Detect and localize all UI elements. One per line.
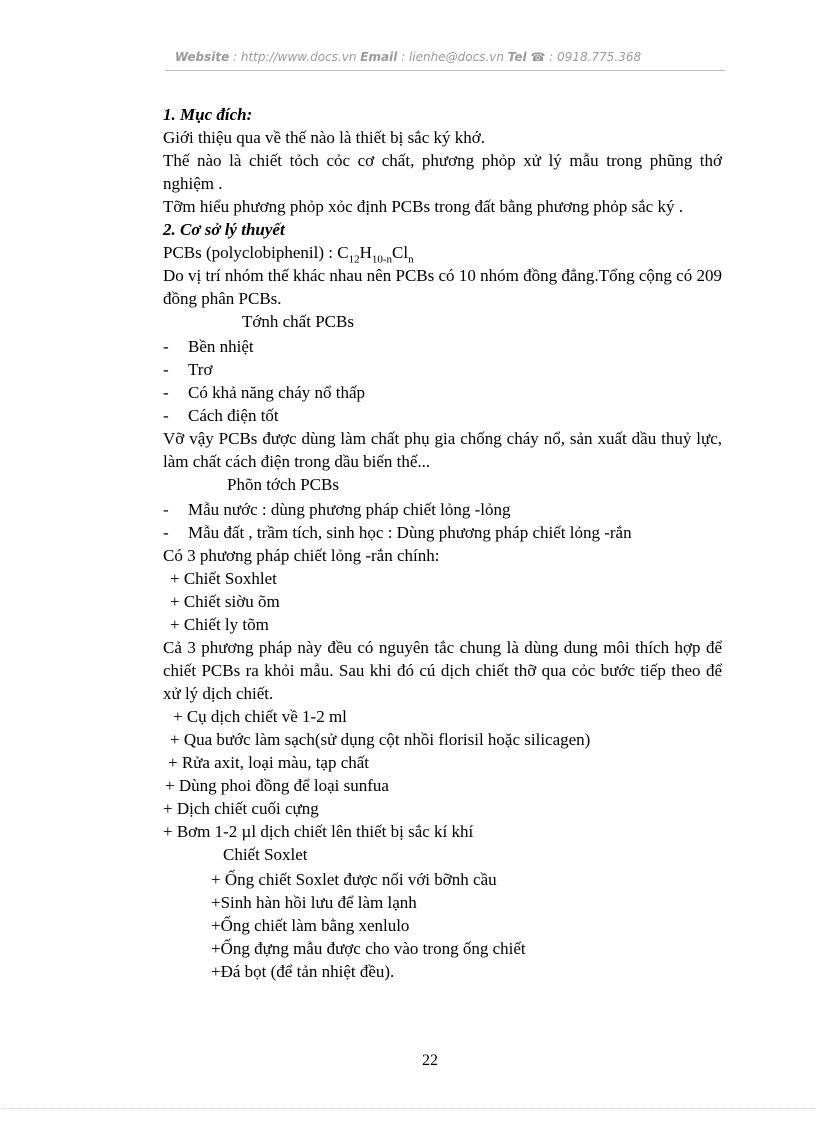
- paragraph: Có 3 phương pháp chiết lỏng -rắn chính:: [163, 546, 440, 565]
- list-item: - Mẫu đất , trầm tích, sinh học : Dùng phương pháp chiết lỏng -rắn: [163, 523, 632, 542]
- list-item-text: Có khả năng cháy nổ thấp: [188, 383, 366, 402]
- formula-carbon: C: [337, 243, 349, 262]
- phone-icon: ☎: [530, 50, 546, 64]
- footer-divider: [0, 1108, 816, 1109]
- list-item: - Cách điện tốt: [163, 406, 279, 425]
- formula-hydrogen: H: [359, 243, 372, 262]
- subheading-soxlet: [163, 843, 722, 868]
- list-item-text: Mẫu nước : dùng phương pháp chiết lỏng -lỏng: [188, 500, 511, 519]
- section-heading-theory: 2. Cơ sở lý thuyết: [163, 220, 285, 239]
- section-heading-purpose: 1. Mục đích:: [163, 105, 253, 124]
- list-item-text: Mẫu đất , trầm tích, sinh học : Dùng phương pháp chiết lỏng -rắn: [188, 523, 632, 542]
- website-label: Website: [174, 50, 230, 64]
- subheading-label: Tớnh chất PCBs: [242, 312, 354, 331]
- phone-number: : 0918.775.368: [545, 50, 642, 64]
- list-item: + Bơm 1-2 µl dịch chiết lên thiết bị sắc kí khí: [163, 822, 474, 841]
- paragraph: Cả 3 phương pháp này đều có nguyên tắc chung là dùng dung môi thích hợp để chiết PCBs ra khỏi mẫu. Sau khi đó cú dịch chiết thỡ qua cỏc bước tiếp theo để xử lý dịch chiết.: [163, 638, 722, 703]
- list-item: + Cụ dịch chiết về 1-2 ml: [173, 707, 347, 726]
- subheading-label: Chiết Soxlet: [223, 845, 308, 864]
- list-item-text: Trơ: [188, 360, 213, 379]
- header-divider: [165, 70, 725, 71]
- subheading-analysis: [163, 473, 722, 498]
- document-body: [163, 103, 722, 983]
- list-item: + Dùng phoi đồng để loại sunfua: [165, 776, 389, 795]
- list-item: + Chiết siờu õm: [170, 592, 280, 611]
- paragraph: Tỡm hiểu phương phỏp xỏc định PCBs trong đất bằng phương phỏp sắc ký .: [163, 197, 683, 216]
- formula-carbon-sub: 12: [348, 253, 360, 266]
- list-item: - Trơ: [163, 360, 213, 379]
- list-item: + Dịch chiết cuối cựng: [163, 799, 319, 818]
- list-item: +Ống chiết làm bằng xenlulo: [211, 916, 410, 935]
- email-address: : lienhe@docs.vn: [397, 50, 508, 64]
- page-header: [0, 50, 816, 64]
- list-item: + Qua bước làm sạch(sử dụng cột nhồi florisil hoặc silicagen): [170, 730, 591, 749]
- formula-chlorine: Cl: [392, 243, 409, 262]
- formula-label: PCBs (polyclobiphenil) :: [163, 243, 338, 262]
- website-url: : http://www.docs.vn: [229, 50, 361, 64]
- list-item: + Chiết Soxhlet: [170, 569, 277, 588]
- paragraph: Giới thiệu qua về thế nào là thiết bị sắc ký khớ.: [163, 128, 486, 147]
- chemical-formula: [163, 241, 722, 264]
- list-item-text: Cách điện tốt: [188, 406, 279, 425]
- list-item-text: Bền nhiệt: [188, 337, 254, 356]
- list-item: +Ống đựng mẫu được cho vào trong ống chiết: [211, 939, 526, 958]
- tel-label: Tel: [507, 50, 527, 64]
- list-item: - Bền nhiệt: [163, 337, 254, 356]
- formula-chlorine-sub: n: [408, 253, 414, 266]
- email-label: Email: [360, 50, 398, 64]
- list-item: +Sinh hàn hồi lưu để làm lạnh: [211, 893, 417, 912]
- list-item: + Chiết ly tõm: [170, 615, 269, 634]
- paragraph: Thế nào là chiết tỏch cỏc cơ chất, phương phỏp xử lý mẫu trong phũng thớ nghiệm .: [163, 151, 722, 193]
- list-item: - Có khả năng cháy nổ thấp: [163, 383, 366, 402]
- subheading-properties: [163, 310, 722, 335]
- paragraph: Do vị trí nhóm thế khác nhau nên PCBs có 10 nhóm đồng đẳng.Tổng cộng có 209 đồng phân PCBs.: [163, 266, 722, 308]
- list-item: +Đá bọt (để tản nhiệt đều).: [211, 962, 395, 981]
- page-number: 22: [422, 1052, 438, 1069]
- paragraph: Vỡ vậy PCBs được dùng làm chất phụ gia chống cháy nổ, sản xuất dầu thuỷ lực, làm chất cách điện trong dầu biến thế...: [163, 429, 722, 471]
- subheading-label: Phõn tớch PCBs: [227, 475, 339, 494]
- list-item: - Mẫu nước : dùng phương pháp chiết lỏng -lỏng: [163, 500, 511, 519]
- formula-hydrogen-sub: 10-n: [371, 253, 393, 266]
- list-item: + Rửa axit, loại màu, tạp chất: [168, 753, 370, 772]
- list-item: + Ống chiết Soxlet được nối với bỡnh cầu: [211, 870, 497, 889]
